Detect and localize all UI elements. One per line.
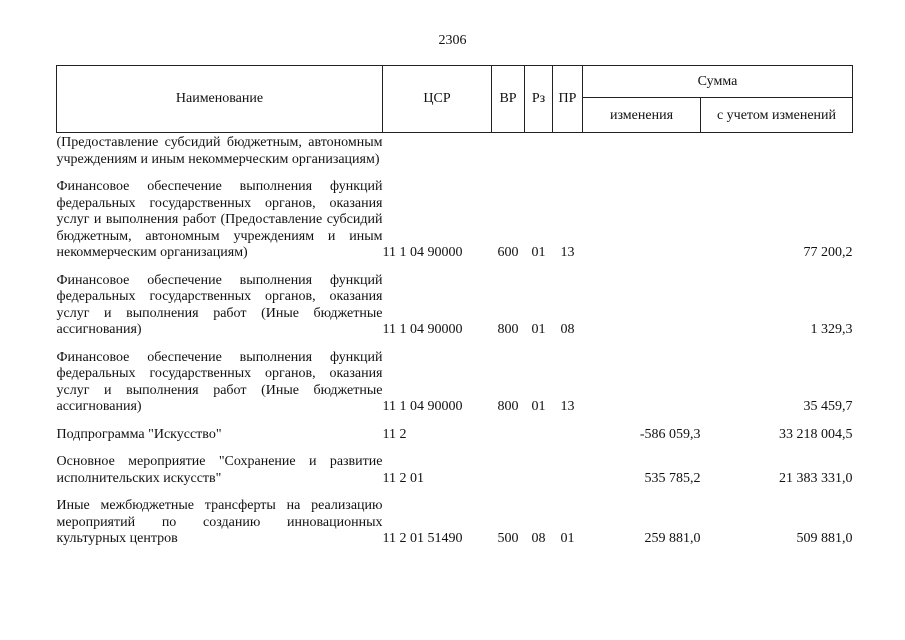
row-name: Иные межбюджетные трансферты на реализацию мероприятий по созданию инновационных культурных центров	[56, 498, 383, 546]
row-csr: 11 1 04 90000	[382, 399, 463, 414]
row-vr: 800	[497, 399, 519, 414]
row-csr: 11 1 04 90000	[382, 245, 463, 260]
row-vr: 800	[497, 322, 519, 337]
row-change	[583, 133, 701, 169]
header-with-change: с учетом изменений	[701, 98, 853, 133]
row-name: Финансовое обеспечение выполнения функций федеральных государственных органов, оказания услуг и выполнения работ (Предоставление субсидий бюджетным, автономным учреждениям и иным некоммерческим организациям)	[56, 179, 383, 260]
row-change	[583, 168, 701, 262]
table-row	[57, 262, 853, 339]
row-change	[583, 262, 701, 339]
row-rz: 01	[531, 399, 546, 414]
row-pr: 08	[560, 322, 575, 337]
row-csr: 11 2	[382, 426, 407, 442]
row-pr: 01	[560, 531, 575, 546]
row-total: 77 200,2	[803, 245, 853, 260]
budget-table	[56, 65, 853, 548]
row-total: 1 329,3	[810, 322, 853, 337]
row-name: Основное мероприятие "Сохранение и развитие исполнительских искусств"	[56, 454, 383, 486]
row-pr	[553, 443, 583, 487]
row-total: 33 218 004,5	[779, 426, 853, 442]
table-header	[57, 66, 853, 133]
row-vr: 500	[497, 531, 519, 546]
row-rz	[525, 416, 553, 444]
table-row	[57, 133, 853, 169]
row-csr	[383, 133, 492, 169]
row-change: 535 785,2	[644, 470, 701, 486]
row-rz: 01	[531, 322, 546, 337]
header-pr: ПР	[553, 66, 583, 133]
row-pr: 13	[560, 245, 575, 260]
row-name: (Предоставление субсидий бюджетным, автономным учреждениям и иным некоммерческим организациям)	[56, 135, 383, 167]
row-rz: 08	[531, 531, 546, 546]
row-total: 21 383 331,0	[779, 470, 853, 486]
header-csr: ЦСР	[383, 66, 492, 133]
row-csr: 11 2 01	[382, 470, 424, 486]
row-vr	[492, 443, 525, 487]
row-vr: 600	[497, 245, 519, 260]
row-vr	[492, 133, 525, 169]
header-vr: ВР	[492, 66, 525, 133]
row-pr: 13	[560, 399, 575, 414]
row-csr: 11 1 04 90000	[382, 322, 463, 337]
row-rz: 01	[531, 245, 546, 260]
row-name: Подпрограмма "Искусство"	[56, 426, 222, 442]
row-pr	[553, 416, 583, 444]
row-change	[583, 339, 701, 416]
row-rz	[525, 443, 553, 487]
header-name: Наименование	[57, 66, 383, 133]
row-change: -586 059,3	[639, 426, 701, 442]
header-change: изменения	[583, 98, 701, 133]
table-row	[57, 339, 853, 416]
header-rz: Рз	[525, 66, 553, 133]
table-row	[57, 443, 853, 487]
row-pr	[553, 133, 583, 169]
row-change: 259 881,0	[644, 531, 701, 546]
row-csr: 11 2 01 51490	[382, 531, 463, 546]
table-row	[57, 168, 853, 262]
row-name: Финансовое обеспечение выполнения функций федеральных государственных органов, оказания услуг и выполнения работ (Иные бюджетные ассигнования)	[56, 272, 383, 337]
row-vr	[492, 416, 525, 444]
row-total: 509 881,0	[796, 531, 853, 546]
row-rz	[525, 133, 553, 169]
table-body	[57, 133, 853, 548]
row-total: 35 459,7	[803, 399, 853, 414]
row-total	[701, 133, 853, 169]
row-name: Финансовое обеспечение выполнения функций федеральных государственных органов, оказания услуг и выполнения работ (Иные бюджетные ассигнования)	[56, 349, 383, 414]
table-row	[57, 487, 853, 548]
header-sum: Сумма	[583, 66, 853, 98]
table-row	[57, 416, 853, 444]
page-number: 2306	[438, 33, 467, 48]
